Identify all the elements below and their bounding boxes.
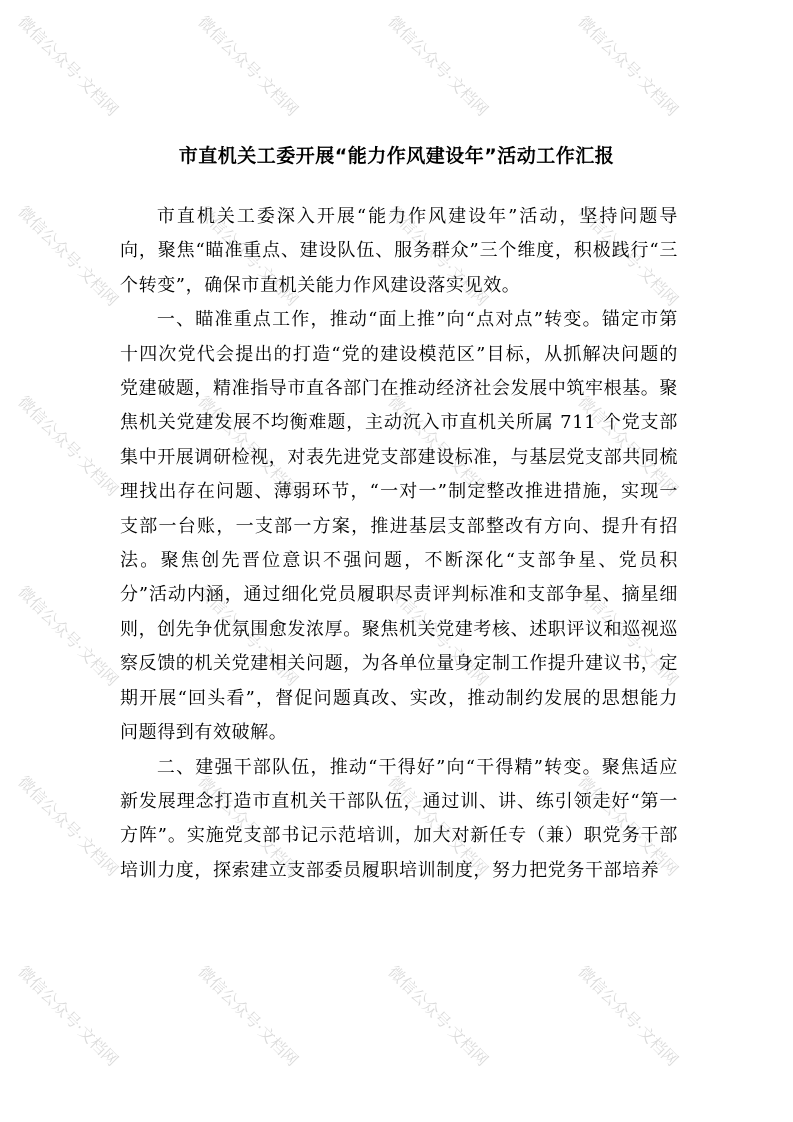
watermark-text: 微信公众号·文档网 (194, 392, 302, 500)
document-body (120, 200, 678, 888)
paragraph-intro: 市直机关工委深入开展“能力作风建设年”活动，坚持问题导向，聚焦“瞄准重点、建设队伍、服务群众”三个维度，积极践行“三个转变”，确保市直机关能力作风建设落实见效。 (120, 206, 678, 296)
watermark-text: 微信公众号·文档网 (14, 772, 122, 880)
watermark-text: 微信公众号·文档网 (574, 392, 682, 500)
watermark-text: 微信公众号·文档网 (574, 12, 682, 120)
watermark-text: 微信公众号·文档网 (194, 962, 302, 1070)
document-title: 市直机关工委开展“能力作风建设年”活动工作汇报 (178, 144, 615, 167)
watermark-text: 微信公众号·文档网 (574, 202, 682, 310)
watermark-text: 微信公众号·文档网 (194, 12, 302, 120)
watermark-text: 微信公众号·文档网 (384, 582, 492, 690)
paragraph-section-1: 一、瞄准重点工作，推动“面上推”向“点对点”转变。锚定市第十四次党代会提出的打造“党的建设模范区”目标，从抓解决问题的党建破题，精准指导市直各部门在推动经济社会发展中筑牢根基。聚焦机关党建发展不均衡难题，主动沉入市直机关所属 711 个党支部集中开展调研检视，对表先进党支部建设标准，与基层党支部共同梳理找出存在问题、薄弱环节，“一对一”制定整改推进措施，实现一支部一台账，一支部一方案，推进基层支部整改有方向、提升有招法。聚焦创先晋位意识不强问题，不断深化“支部争星、党员积分”活动内涵，通过细化党员履职尽责评判标准和支部争星、摘星细则，创先争优氛围愈发浓厚。聚焦机关党建考核、述职评议和巡视巡察反馈的机关党建相关问题，为各单位量身定制工作提升建议书，定期开展“回头看”，督促问题真改、实改，推动制约发展的思想能力问题得到有效破解。 (120, 309, 678, 744)
watermark-text: 微信公众号·文档网 (14, 12, 122, 120)
watermark-text: 微信公众号·文档网 (384, 12, 492, 120)
watermark-text: 微信公众号·文档网 (14, 392, 122, 500)
watermark-text: 微信公众号·文档网 (194, 582, 302, 690)
watermark-text: 微信公众号·文档网 (14, 202, 122, 310)
watermark-text: 微信公众号·文档网 (384, 202, 492, 310)
watermark-text: 微信公众号·文档网 (384, 962, 492, 1070)
watermark-text: 微信公众号·文档网 (384, 772, 492, 880)
watermark-text: 微信公众号·文档网 (14, 962, 122, 1070)
watermark-text: 微信公众号·文档网 (14, 582, 122, 690)
watermark-text: 微信公众号·文档网 (574, 582, 682, 690)
watermark-text: 微信公众号·文档网 (384, 392, 492, 500)
watermark-text: 微信公众号·文档网 (194, 202, 302, 310)
watermark-text: 微信公众号·文档网 (194, 772, 302, 880)
watermark-text: 微信公众号·文档网 (574, 772, 682, 880)
paragraph-section-2: 二、建强干部队伍，推动“干得好”向“干得精”转变。聚焦适应新发展理念打造市直机关干部队伍，通过训、讲、练引领走好“第一方阵”。实施党支部书记示范培训，加大对新任专（兼）职党务干部培训力度，探索建立支部委员履职培训制度，努力把党务干部培养 (120, 756, 678, 881)
watermark-text: 微信公众号·文档网 (574, 962, 682, 1070)
